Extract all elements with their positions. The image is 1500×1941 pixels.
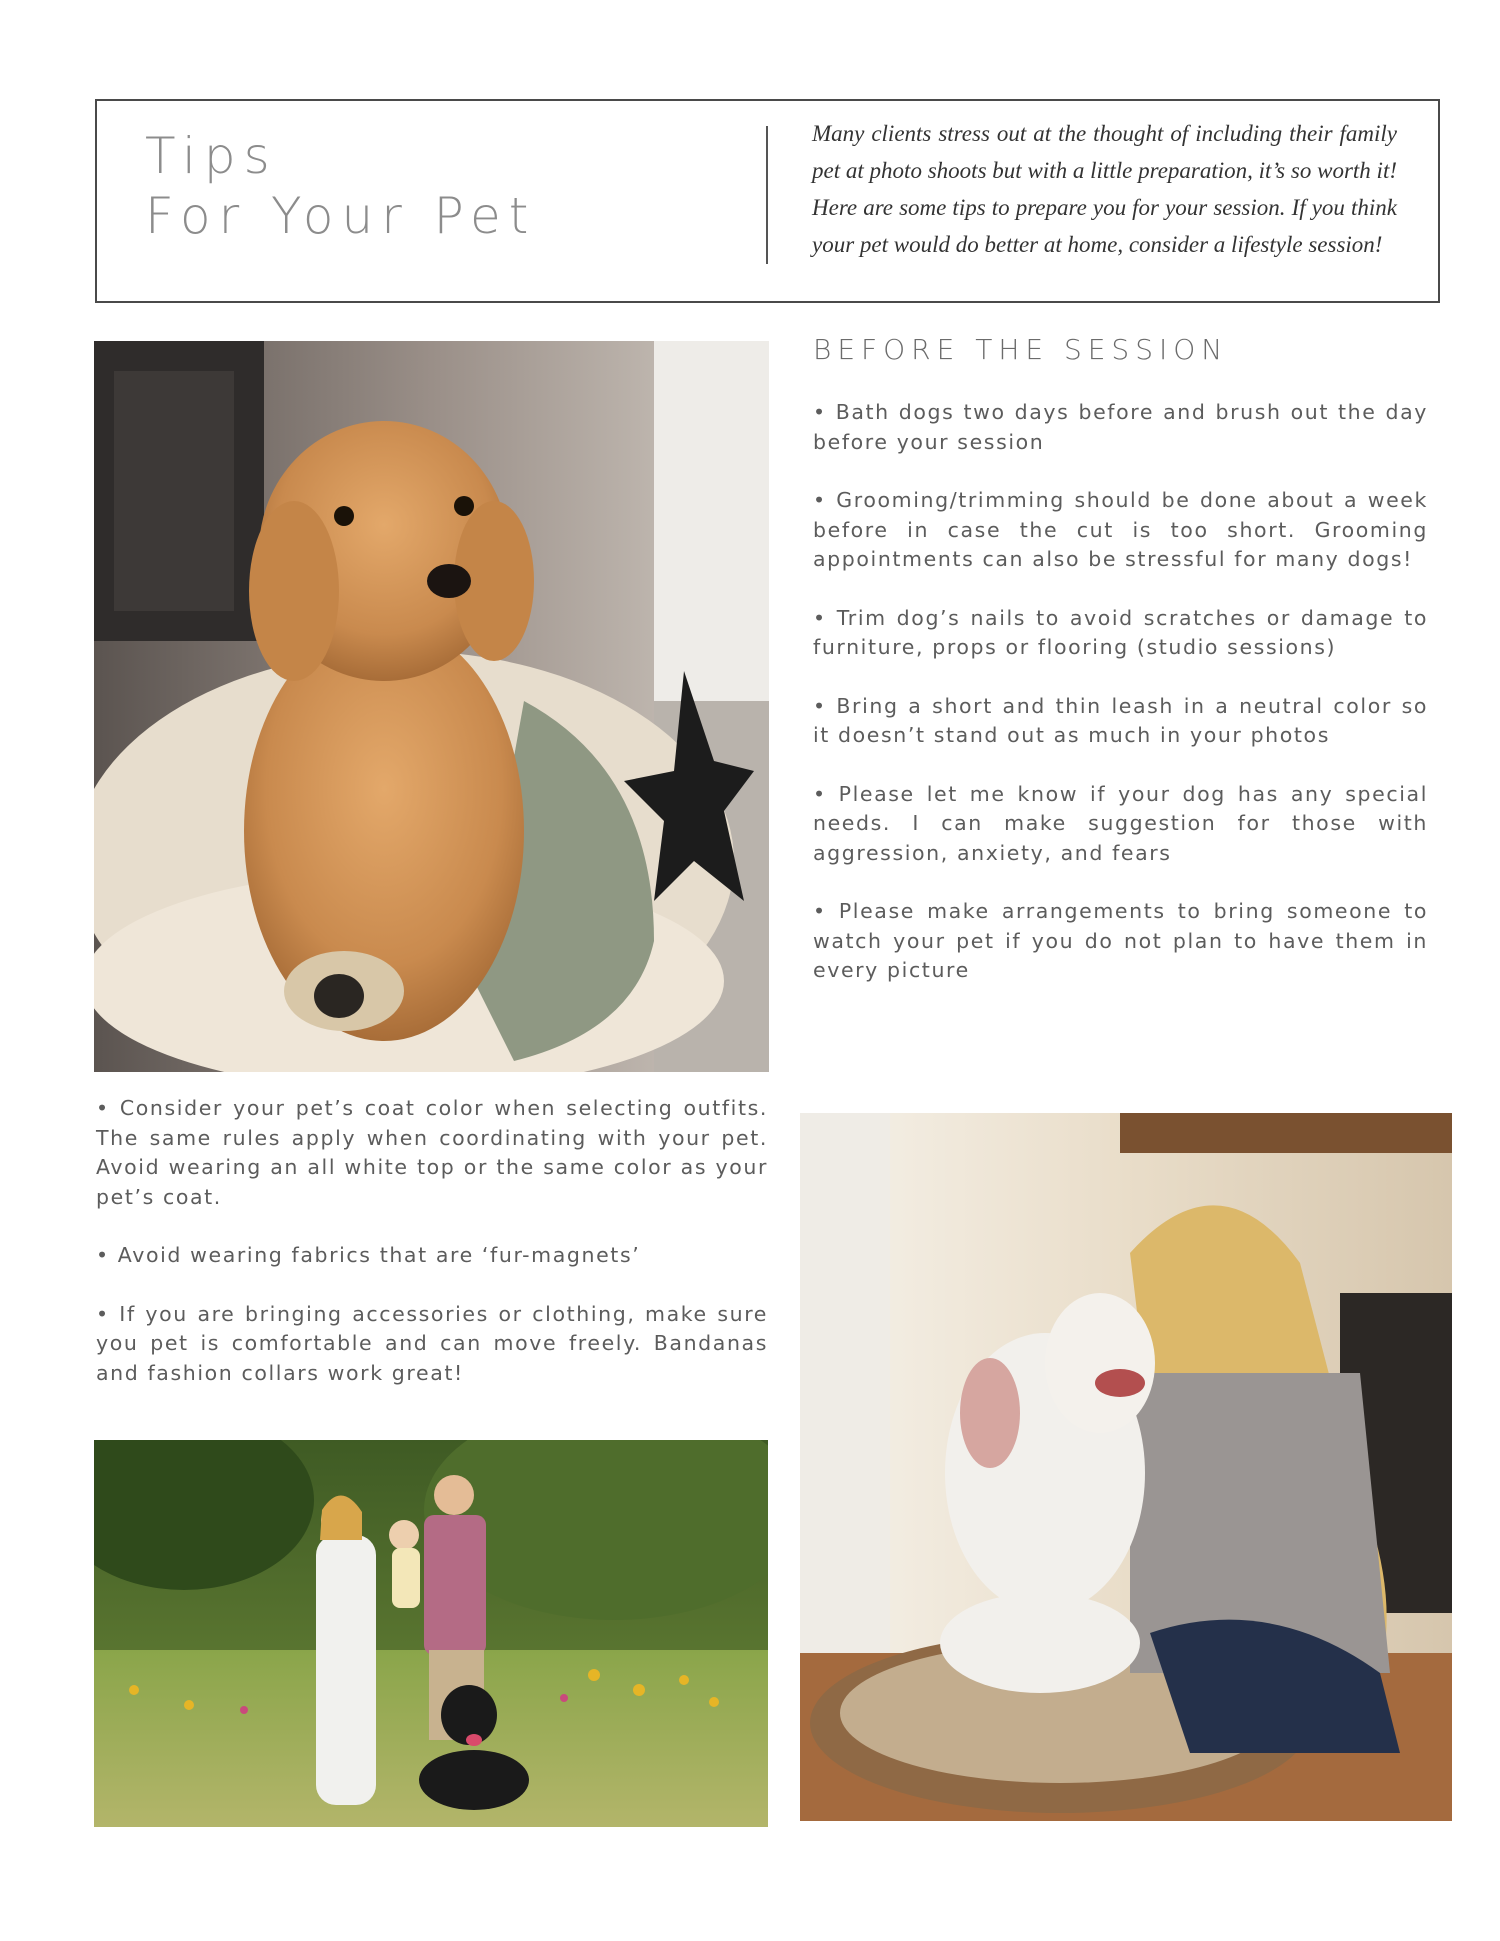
tip-grooming: • Grooming/trimming should be done about a week before in case the cut is too short. Grooming appointments can also be stressful for many dogs!	[813, 488, 1428, 571]
tip-accessories: • If you are bringing accessories or clothing, make sure you pet is comfortable and can move freely. Bandanas and fashion collars work great!	[96, 1301, 768, 1385]
family-photo	[94, 1440, 768, 1827]
header-divider	[766, 126, 768, 264]
intro-paragraph: Many clients stress out at the thought of including their family pet at photo shoots but with a little preparation, it’s so worth it! Here are some tips to prepare you for your session. If you think your pet would do better at home, consider a lifestyle session!	[812, 121, 1397, 257]
tip-pet-watcher: • Please make arrangements to bring someone to watch your pet if you do not plan to have them in every picture	[813, 899, 1428, 982]
title-line-2: For Your Pet	[145, 187, 537, 245]
puppy-photo	[94, 341, 769, 1072]
title-line-1: Tips	[145, 127, 278, 185]
section-heading-before-session: BEFORE THE SESSION	[813, 333, 1229, 366]
woman-with-dog-photo	[800, 1113, 1452, 1821]
tip-nails: • Trim dog’s nails to avoid scratches or damage to furniture, props or flooring (studio sessions)	[813, 605, 1428, 659]
tip-leash: • Bring a short and thin leash in a neutral color so it doesn’t stand out as much in your photos	[813, 693, 1428, 747]
tip-special-needs: • Please let me know if your dog has any special needs. I can make suggestion for those with aggression, anxiety, and fears	[813, 781, 1428, 865]
tip-coat-color: • Consider your pet’s coat color when selecting outfits. The same rules apply when coordinating with your pet. Avoid wearing an all white top or the same color as your pet’s coat.	[96, 1096, 768, 1209]
before-session-tips	[813, 398, 1428, 1015]
wardrobe-tips	[96, 1094, 768, 1417]
tip-bath: • Bath dogs two days before and brush out the day before your session	[813, 400, 1428, 454]
tip-fabrics: • Avoid wearing fabrics that are ‘fur-magnets’	[96, 1243, 641, 1267]
page-title	[145, 126, 536, 246]
